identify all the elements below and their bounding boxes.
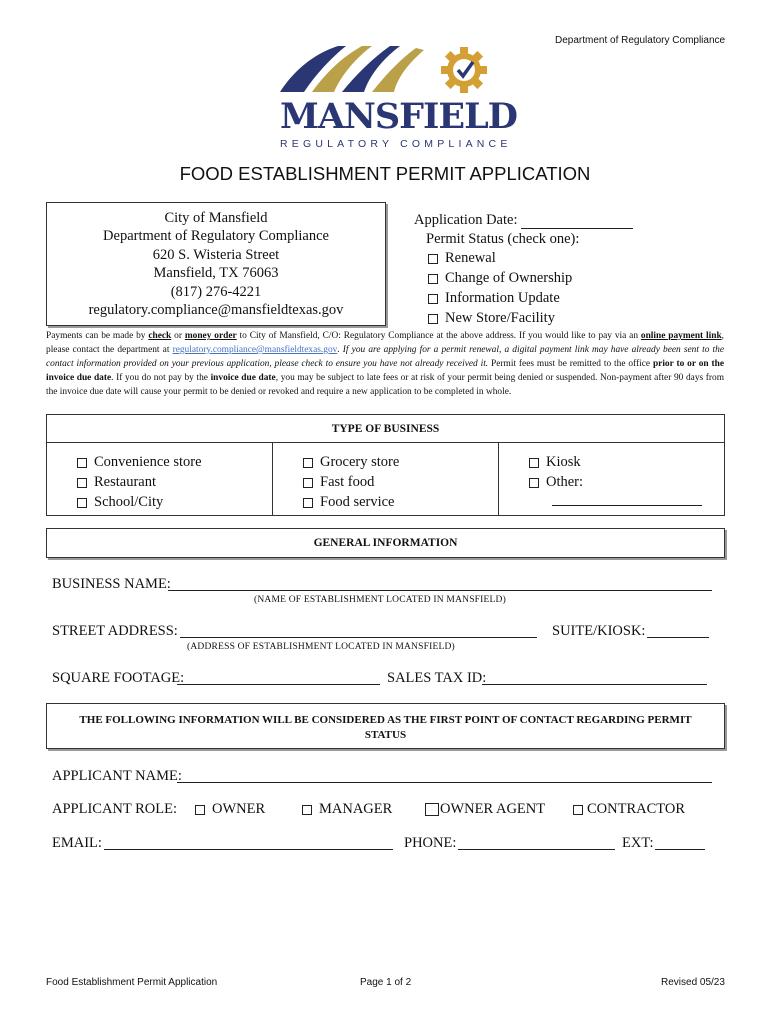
logo-swoosh-icon [276, 40, 496, 100]
checkbox[interactable] [529, 478, 539, 488]
checkbox[interactable] [77, 478, 87, 488]
address-line: Mansfield, TX 76063 [153, 265, 279, 282]
applicant-role-label: APPLICANT ROLE: [52, 801, 178, 817]
application-date-field[interactable] [521, 214, 633, 229]
contact-notice: THE FOLLOWING INFORMATION WILL BE CONSIDERED AS THE FIRST POINT OF CONTACT REGARDING PERMIT STATUS [79, 714, 692, 741]
checkbox[interactable] [428, 294, 438, 304]
email-label: EMAIL: [52, 835, 102, 851]
business-type-col1 [46, 442, 273, 516]
address-line: City of Mansfield [164, 210, 268, 226]
applicant-name-label: APPLICANT NAME: [52, 768, 182, 784]
department-label: Department of Regulatory Compliance [555, 35, 726, 46]
checkbox[interactable] [303, 458, 313, 468]
role-owner[interactable]: OWNER [195, 799, 265, 819]
gear-check-icon [441, 47, 487, 93]
business-option[interactable]: Kiosk [529, 452, 724, 472]
checkbox[interactable] [77, 458, 87, 468]
checkbox[interactable] [428, 314, 438, 324]
email-link[interactable]: regulatory.compliance@mansfieldtexas.gov [172, 345, 338, 355]
contact-notice-box [46, 703, 725, 749]
sales-tax-label: SALES TAX ID: [387, 670, 487, 686]
general-info-header: GENERAL INFORMATION [46, 528, 725, 558]
status-option[interactable]: Change of Ownership [428, 268, 572, 288]
address-email: regulatory.compliance@mansfieldtexas.gov [88, 302, 344, 319]
business-type-col3 [498, 442, 725, 516]
business-option[interactable]: Restaurant [77, 472, 272, 492]
status-option[interactable]: Information Update [428, 288, 572, 308]
business-name-field[interactable] [168, 590, 712, 591]
checkbox[interactable] [303, 498, 313, 508]
logo-wordmark: MANSFIELD [280, 96, 518, 137]
role-manager[interactable]: MANAGER [302, 799, 392, 819]
ext-field[interactable] [655, 849, 705, 850]
suite-kiosk-label: SUITE/KIOSK: [552, 623, 646, 639]
business-option[interactable]: Grocery store [303, 452, 498, 472]
footer-revision: Revised 05/23 [661, 977, 725, 988]
email-field[interactable] [104, 849, 393, 850]
suite-kiosk-field[interactable] [647, 637, 709, 638]
ext-label: EXT: [622, 835, 654, 851]
checkbox[interactable] [428, 254, 438, 264]
street-address-label: STREET ADDRESS: [52, 623, 178, 639]
business-option[interactable]: Food service [303, 492, 498, 512]
applicant-name-field[interactable] [177, 782, 712, 783]
square-footage-label: SQUARE FOOTAGE: [52, 670, 185, 686]
permit-status-options [428, 248, 572, 328]
address-line: 620 S. Wisteria Street [152, 246, 280, 263]
address-line: Department of Regulatory Compliance [103, 228, 329, 245]
business-name-label: BUSINESS NAME: [52, 576, 171, 592]
payment-instructions: Payments can be made by check or money order to City of Mansfield, C/O: Regulatory Compliance at the above address. If you would like to pay via an online payment link, please contact the department at regulatory.compliance@mansfieldtexas.gov. If you are applying for a permit renewal, a digital payment link may have already been sent to the contact information provided on your previous application, please check to ensure you have not already received it. Permit fees must be remitted to the office prior to or on the invoice due date. If you do not pay by the invoice due date, you may be subject to late fees or at risk of your permit being denied or suspended. Non-payment after 90 days from the invoice due date will cause your permit to be denied or revoked and require a new application to be completed in whole. [46, 331, 725, 397]
logo-subtitle: REGULATORY COMPLIANCE [280, 138, 512, 150]
business-option[interactable]: Fast food [303, 472, 498, 492]
checkbox[interactable] [529, 458, 539, 468]
business-type-col2 [272, 442, 499, 516]
phone-field[interactable] [458, 849, 615, 850]
business-option[interactable]: Other: [529, 472, 724, 492]
checkbox[interactable] [573, 805, 583, 815]
mansfield-logo [276, 40, 518, 150]
page-title: FOOD ESTABLISHMENT PERMIT APPLICATION [179, 163, 591, 184]
checkbox[interactable] [303, 478, 313, 488]
business-name-hint: (NAME OF ESTABLISHMENT LOCATED IN MANSFIELD) [254, 595, 506, 605]
permit-status-label: Permit Status (check one): [426, 231, 580, 247]
footer-page-number: Page 1 of 2 [360, 977, 412, 988]
checkbox[interactable] [302, 805, 312, 815]
sales-tax-field[interactable] [482, 684, 707, 685]
street-address-field[interactable] [180, 637, 537, 638]
role-contractor[interactable]: CONTRACTOR [573, 799, 685, 819]
role-owner-agent[interactable]: OWNER AGENT [425, 799, 545, 819]
street-address-hint: (ADDRESS OF ESTABLISHMENT LOCATED IN MANSFIELD) [187, 642, 455, 652]
address-box [46, 202, 386, 326]
other-field[interactable] [552, 505, 702, 506]
checkbox[interactable] [195, 805, 205, 815]
status-option[interactable]: New Store/Facility [428, 308, 572, 328]
phone-label: PHONE: [404, 835, 457, 851]
checkbox[interactable] [428, 274, 438, 284]
checkbox[interactable] [77, 498, 87, 508]
business-option[interactable]: Convenience store [77, 452, 272, 472]
online-payment-link[interactable]: online payment link [640, 331, 722, 341]
application-date-label: Application Date: [414, 212, 518, 228]
address-phone: (817) 276-4221 [170, 283, 262, 300]
checkbox[interactable] [425, 803, 439, 816]
footer-doc-name: Food Establishment Permit Application [46, 977, 218, 988]
status-option[interactable]: Renewal [428, 248, 572, 268]
square-footage-field[interactable] [177, 684, 380, 685]
business-option[interactable]: School/City [77, 492, 272, 512]
application-date-row [414, 212, 633, 229]
type-of-business-header: TYPE OF BUSINESS [46, 414, 725, 443]
